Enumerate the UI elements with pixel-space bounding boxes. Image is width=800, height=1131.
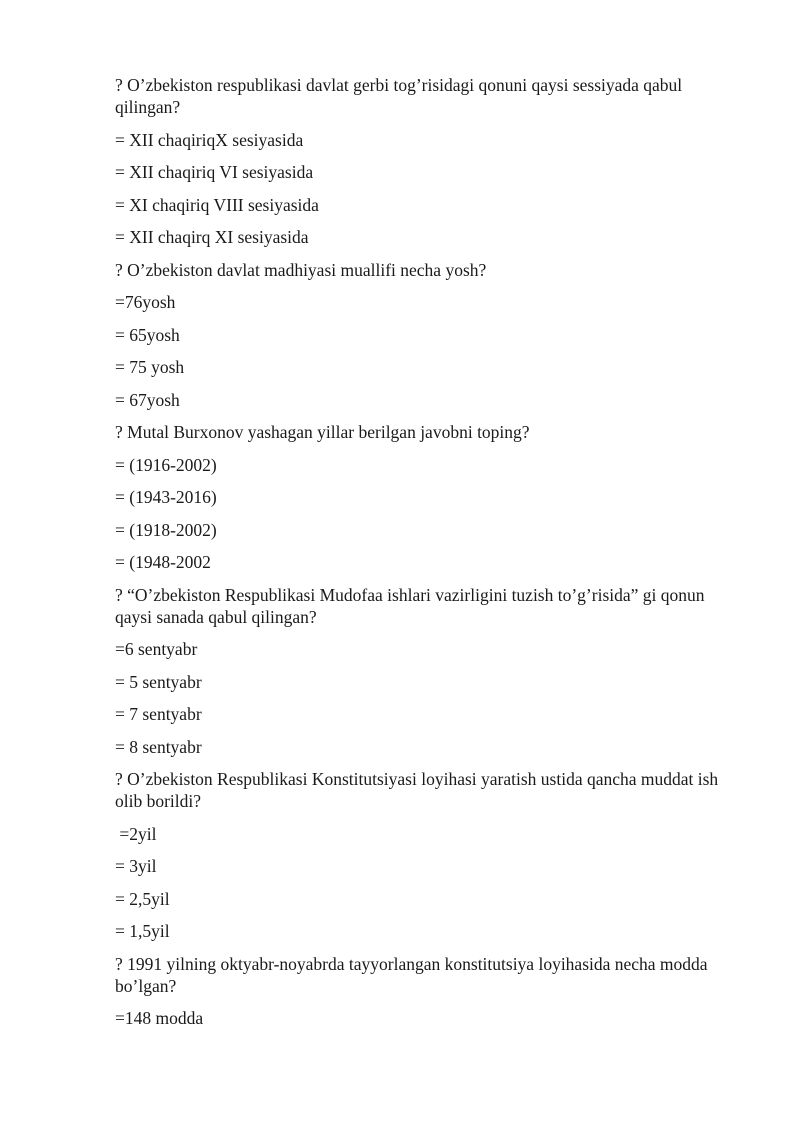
answer-option: = 2,5yil (115, 888, 170, 909)
question-block (115, 259, 745, 411)
answer-option: = XII chaqiriq VI sesiyasida (115, 162, 314, 182)
question-text: ? O’zbekiston Respublikasi Konstitutsiyasi loyihasi yaratish ustida qancha muddat ish olib borildi? (115, 769, 723, 811)
question-block (115, 74, 745, 248)
answer-option: = 67yosh (115, 389, 180, 410)
question-text: ? O’zbekiston respublikasi davlat gerbi tog’risidagi qonuni qaysi sessiyada qabul qilingan? (115, 75, 687, 117)
answer-option: = (1943-2016) (115, 487, 217, 507)
answer-option: = (1918-2002) (115, 519, 217, 540)
answer-option: = (1916-2002) (115, 454, 217, 475)
answer-option: = XII chaqirq XI sesiyasida (115, 227, 309, 247)
answer-option: = XII chaqiriqX sesiyasida (115, 129, 304, 150)
question-text: ? “O’zbekiston Respublikasi Mudofaa ishlari vazirligini tuzish to’g’risida” gi qonun qaysi sanada qabul qilingan? (115, 584, 709, 627)
answer-option: = 65yosh (115, 324, 180, 345)
question-text: ? Mutal Burxonov yashagan yillar berilgan javobni toping? (115, 422, 530, 442)
question-text: ? 1991 yilning oktyabr-noyabrda tayyorlangan konstitutsiya loyihasida necha modda bo’lgan? (115, 953, 712, 996)
answer-option: = 7 sentyabr (115, 704, 202, 724)
question-block (115, 953, 745, 1030)
answer-option: = 5 sentyabr (115, 671, 202, 692)
answer-option: =148 modda (115, 1008, 204, 1028)
question-block (115, 421, 745, 573)
answer-option: = 1,5yil (115, 921, 170, 941)
answer-option: = 8 sentyabr (115, 736, 202, 757)
answer-option: =6 sentyabr (115, 639, 198, 659)
question-text: ? O’zbekiston davlat madhiyasi muallifi necha yosh? (115, 259, 487, 280)
answer-option: =76yosh (115, 292, 176, 312)
answer-option: = (1948-2002 (115, 552, 211, 572)
question-block (115, 768, 745, 942)
answer-option: = 3yil (115, 856, 157, 876)
answer-option: = 75 yosh (115, 357, 185, 377)
document-page (115, 74, 745, 1040)
answer-option: = XI chaqiriq VIII sesiyasida (115, 194, 319, 215)
answer-option: =2yil (115, 823, 157, 844)
question-block (115, 584, 745, 758)
